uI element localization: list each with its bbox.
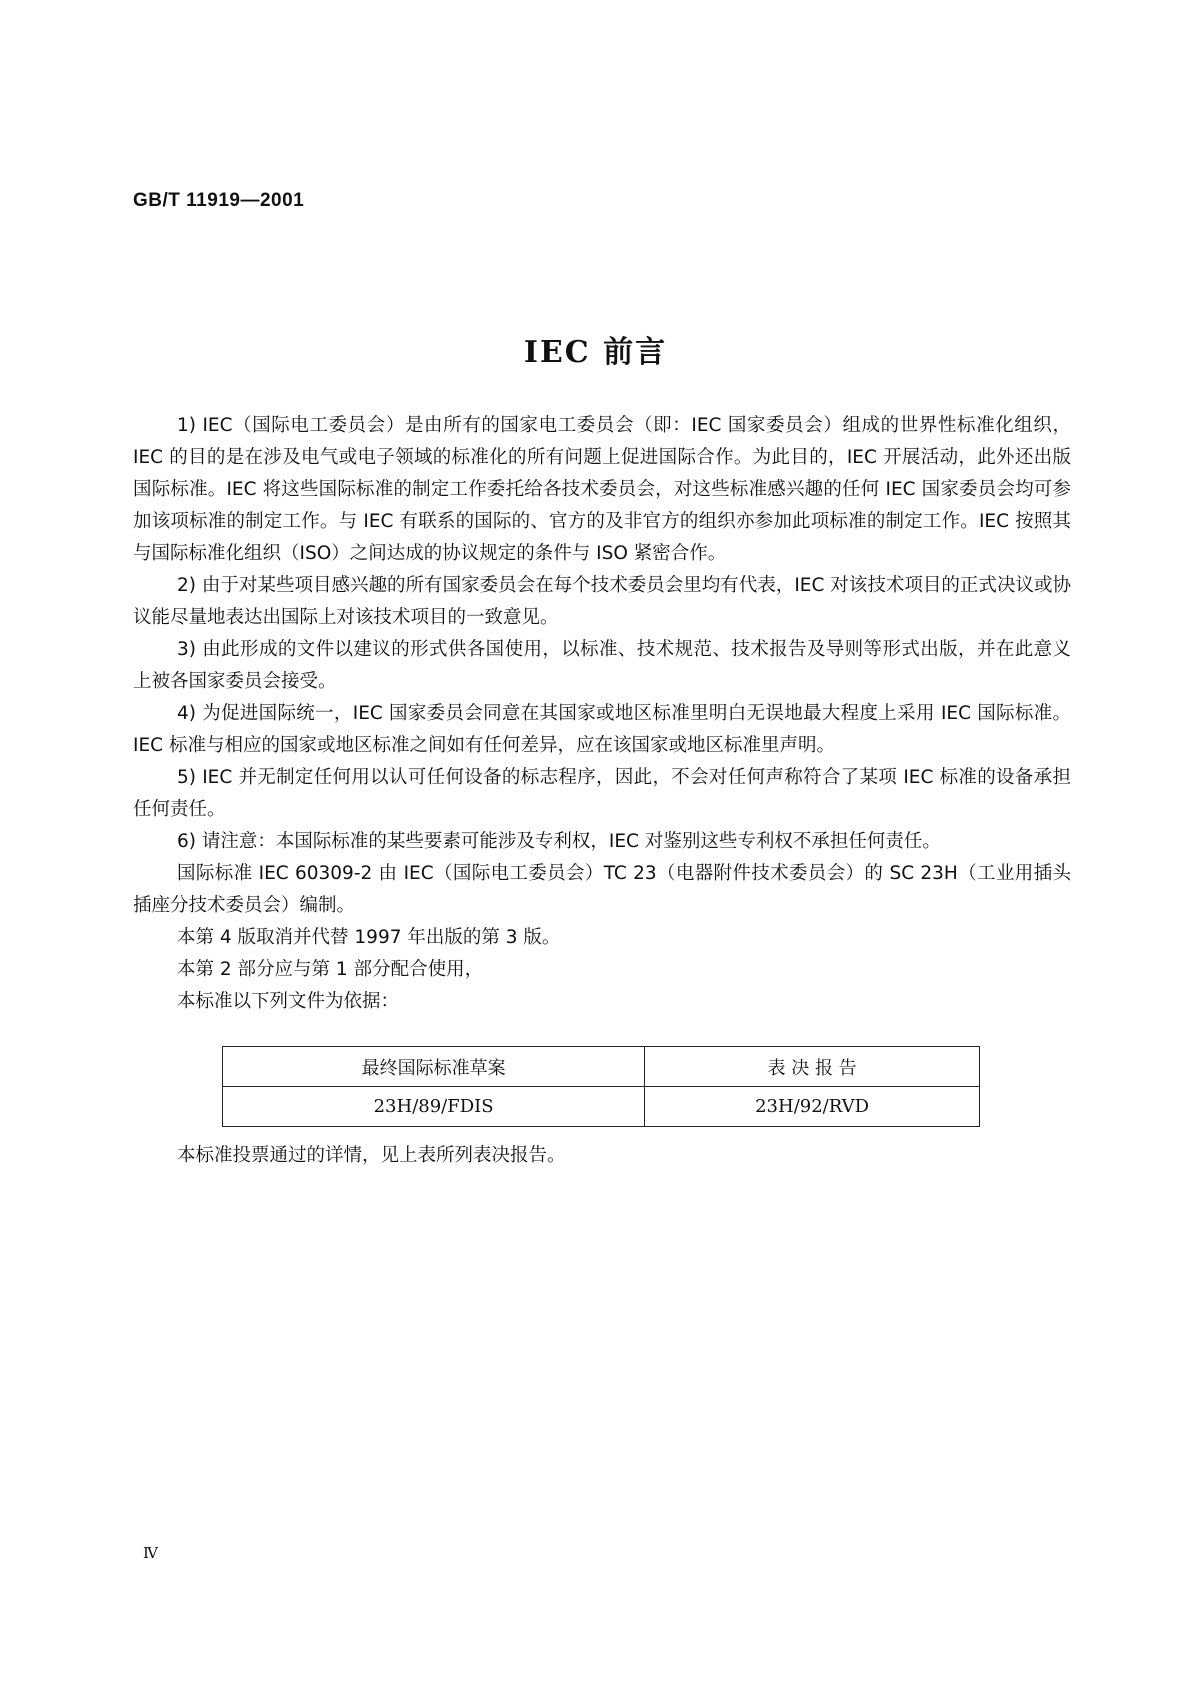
paragraph-5: 5) IEC 并无制定任何用以认可任何设备的标志程序，因此，不会对任何声称符合了某项 IEC 标准的设备承担任何责任。 bbox=[133, 767, 1071, 820]
paragraph-3: 3) 由此形成的文件以建议的形式供各国使用，以标准、技术规范、技术报告及导则等形式出版，并在此意义上被各国家委员会接受。 bbox=[133, 639, 1071, 692]
foreword-body bbox=[133, 410, 1071, 1018]
page-number: Ⅳ bbox=[143, 1544, 158, 1562]
paragraph-4: 4) 为促进国际统一，IEC 国家委员会同意在其国家或地区标准里明白无误地最大程度上采用 IEC 国际标准。IEC 标准与相应的国家或地区标准之间如有任何差异，应在该国家或地区标准里声明。 bbox=[133, 703, 1071, 756]
paragraph-1: 1) IEC（国际电工委员会）是由所有的国家电工委员会（即：IEC 国家委员会）组成的世界性标准化组织，IEC 的目的是在涉及电气或电子领域的标准化的所有问题上促进国际合作。为此目的，IEC 开展活动，此外还出版国际标准。IEC 将这些国际标准的制定工作委托给各技术委员会，对这些标准感兴趣的任何 IEC 国家委员会均可参加该项标准的制定工作。与 IEC 有联系的国际的、官方的及非官方的组织亦参加此项标准的制定工作。IEC 按照其与国际标准化组织（ISO）之间达成的协议规定的条件与 ISO 紧密合作。 bbox=[133, 415, 1071, 564]
table-cell-fdis: 23H/89/FDIS bbox=[223, 1087, 645, 1127]
table-row bbox=[223, 1087, 980, 1127]
paragraph-6: 6) 请注意：本国际标准的某些要素可能涉及专利权，IEC 对鉴别这些专利权不承担任何责任。 bbox=[177, 831, 941, 852]
table-header-row bbox=[223, 1047, 980, 1087]
paragraph-edition: 本第 4 版取消并代替 1997 年出版的第 3 版。 bbox=[177, 927, 561, 948]
paragraph-part-usage: 本第 2 部分应与第 1 部分配合使用， bbox=[177, 959, 484, 980]
paragraph-2: 2) 由于对某些项目感兴趣的所有国家委员会在每个技术委员会里均有代表，IEC 对该技术项目的正式决议或协议能尽量地表达出国际上对该技术项目的一致意见。 bbox=[133, 575, 1071, 628]
standard-code: GB/T 11919—2001 bbox=[133, 190, 305, 211]
voting-details-note: 本标准投票通过的详情，见上表所列表决报告。 bbox=[177, 1145, 566, 1166]
table-header-fdis: 最终国际标准草案 bbox=[223, 1047, 645, 1087]
table-cell-rvd: 23H/92/RVD bbox=[645, 1087, 980, 1127]
voting-documents-table bbox=[222, 1046, 980, 1127]
paragraph-based-on: 本标准以下列文件为依据： bbox=[177, 991, 400, 1012]
page-title: IEC 前言 bbox=[523, 335, 668, 370]
paragraph-prepared-by: 国际标准 IEC 60309-2 由 IEC（国际电工委员会）TC 23（电器附件技术委员会）的 SC 23H（工业用插头插座分技术委员会）编制。 bbox=[133, 863, 1071, 916]
table-header-voting-report: 表 决 报 告 bbox=[645, 1047, 980, 1087]
